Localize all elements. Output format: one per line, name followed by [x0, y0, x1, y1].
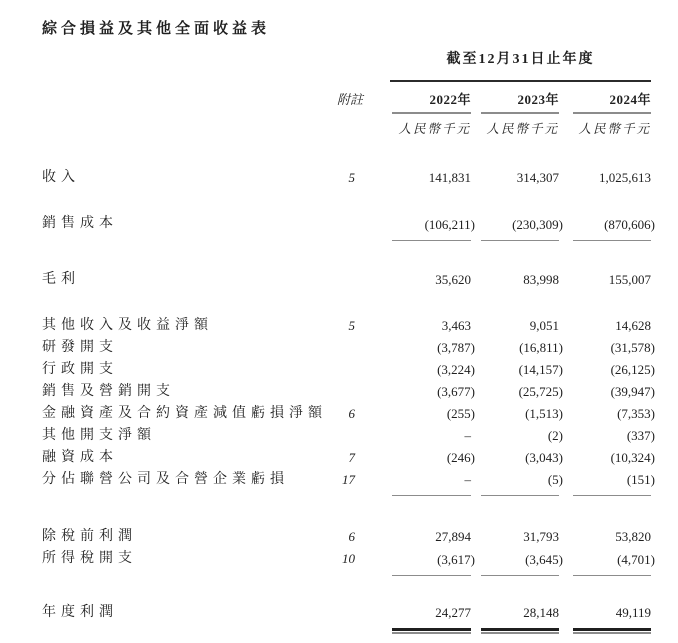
page-title: 綜合損益及其他全面收益表: [42, 21, 271, 37]
row-value: [573, 381, 655, 403]
row-note: [330, 403, 363, 425]
row-value: [573, 315, 651, 337]
row-value: [573, 167, 651, 189]
value-text: (4,701): [617, 551, 655, 567]
table-row: [42, 359, 655, 381]
note-number: 6: [348, 529, 355, 544]
row-value: [573, 359, 655, 381]
value-text: 141,831: [428, 170, 471, 185]
row-value: [481, 269, 559, 291]
value-text: (14,157): [518, 361, 563, 377]
value-text: (39,947): [610, 383, 655, 399]
currency-unit-row: [42, 121, 651, 138]
table-row: [42, 269, 651, 291]
value-text: (2): [547, 427, 563, 443]
row-label: 毛利: [42, 271, 80, 287]
value-text: (3,677): [437, 383, 475, 399]
column-header-row: [42, 91, 651, 114]
row-note: [330, 447, 363, 469]
value-text: (1,513): [525, 405, 563, 421]
value-text: (26,125): [610, 361, 655, 377]
row-note: [330, 315, 363, 337]
value-text: (10,324): [610, 449, 655, 465]
value-text: (31,578): [610, 339, 655, 355]
value-text: 83,998: [523, 271, 559, 287]
value-text: (255): [446, 405, 475, 421]
row-value: [481, 447, 563, 469]
table-row: [42, 447, 655, 469]
row-value: [573, 469, 655, 496]
value-text: (106,211): [424, 216, 475, 232]
value-text: (870,606): [604, 216, 655, 232]
value-text: –: [464, 472, 471, 487]
row-value: [392, 447, 475, 469]
value-text: (3,645): [525, 551, 563, 567]
table-row: [42, 337, 655, 359]
row-value: [481, 602, 559, 631]
value-text: (16,811): [519, 339, 563, 355]
value-text: 14,628: [615, 317, 651, 333]
row-value: [481, 526, 559, 548]
table-row: [42, 425, 655, 447]
row-note: [330, 526, 363, 548]
row-note: [330, 624, 363, 631]
table-row: [42, 526, 651, 548]
row-value: [573, 214, 655, 241]
value-text: (3,224): [437, 361, 475, 377]
row-label: 研發開支: [42, 339, 118, 355]
note-number: 5: [348, 317, 355, 333]
row-note: [330, 469, 363, 497]
table-row: [42, 213, 655, 241]
row-label: 銷售及營銷開支: [42, 383, 175, 399]
table-row: [42, 602, 651, 631]
row-label: 金融資產及合約資產減值虧損淨額: [42, 405, 327, 421]
table-row: [42, 381, 655, 403]
note-number: 17: [342, 471, 355, 487]
row-label: 融資成本: [42, 449, 118, 465]
value-text: 1,025,613: [599, 170, 651, 185]
year-header-2024: 2024年: [573, 91, 651, 114]
value-text: 9,051: [529, 317, 559, 333]
value-text: (230,309): [512, 216, 563, 232]
value-text: (246): [446, 449, 475, 465]
row-value: [573, 526, 651, 548]
row-value: [392, 469, 471, 496]
row-value: [392, 337, 475, 359]
row-label: 所得稅開支: [42, 551, 137, 566]
row-value: [573, 269, 651, 291]
value-text: 53,820: [615, 529, 651, 544]
row-value: [392, 526, 471, 548]
period-header-row: [42, 51, 651, 82]
row-label: 年度利潤: [42, 604, 118, 620]
year-header-2022: 2022年: [392, 91, 471, 114]
note-number: 6: [348, 405, 355, 421]
row-value: [392, 214, 475, 241]
value-text: (151): [626, 472, 655, 487]
note-number: 10: [342, 551, 355, 566]
row-label: 分佔聯營公司及合營企業虧損: [42, 471, 289, 487]
value-text: (3,617): [437, 551, 475, 567]
row-value: [481, 425, 563, 447]
row-value: [481, 403, 563, 425]
row-value: [573, 403, 655, 425]
value-text: (337): [626, 427, 655, 443]
value-text: (5): [547, 472, 563, 487]
row-value: [481, 359, 563, 381]
value-text: 314,307: [516, 170, 559, 185]
period-header: 截至12月31日止年度: [390, 51, 651, 82]
value-text: 155,007: [608, 271, 651, 287]
currency-unit-2024: 人民幣千元: [578, 122, 651, 136]
row-value: [481, 315, 559, 337]
value-text: 27,894: [435, 529, 471, 544]
currency-unit-2022: 人民幣千元: [398, 122, 471, 136]
value-text: 24,277: [435, 604, 471, 620]
row-value: [392, 602, 471, 631]
value-text: 3,463: [441, 317, 471, 333]
value-text: 31,793: [523, 529, 559, 544]
value-text: (25,725): [518, 383, 563, 399]
row-value: [392, 403, 475, 425]
year-header-2023: 2023年: [481, 91, 559, 114]
row-label: 其他收入及收益淨額: [42, 317, 213, 333]
value-text: (7,353): [617, 405, 655, 421]
row-value: [392, 425, 471, 447]
table-row: [42, 315, 651, 337]
row-value: [573, 337, 655, 359]
row-note: [330, 167, 363, 189]
row-value: [392, 359, 475, 381]
table-row: [42, 469, 655, 497]
row-value: [481, 337, 563, 359]
note-number: 7: [348, 449, 355, 465]
row-value: [392, 381, 475, 403]
table-row: [42, 548, 655, 576]
row-value: [392, 549, 475, 576]
row-value: [573, 549, 655, 576]
row-label: 其他開支淨額: [42, 427, 156, 443]
row-value: [481, 469, 563, 496]
value-text: (3,787): [437, 339, 475, 355]
table-row: [42, 403, 655, 425]
row-value: [573, 447, 655, 469]
table-body: [42, 167, 655, 631]
row-value: [481, 167, 559, 189]
row-value: [573, 602, 651, 631]
currency-unit-2023: 人民幣千元: [486, 122, 559, 136]
value-text: –: [464, 427, 471, 443]
table-row: [42, 167, 651, 189]
row-value: [481, 381, 563, 403]
row-value: [392, 269, 471, 291]
row-label: 收入: [42, 170, 80, 185]
row-value: [392, 167, 471, 189]
row-note: [330, 235, 363, 241]
value-text: 35,620: [435, 271, 471, 287]
notes-column-header: 附註: [336, 92, 363, 107]
row-label: 行政開支: [42, 361, 118, 377]
value-text: 49,119: [615, 604, 651, 620]
value-text: (3,043): [525, 449, 563, 465]
row-value: [481, 214, 563, 241]
row-label: 銷售成本: [42, 216, 118, 231]
row-note: [330, 548, 363, 576]
row-value: [481, 549, 563, 576]
value-text: 28,148: [523, 604, 559, 620]
row-value: [573, 425, 655, 447]
row-value: [392, 315, 471, 337]
note-number: 5: [348, 170, 355, 185]
row-label: 除稅前利潤: [42, 529, 137, 544]
